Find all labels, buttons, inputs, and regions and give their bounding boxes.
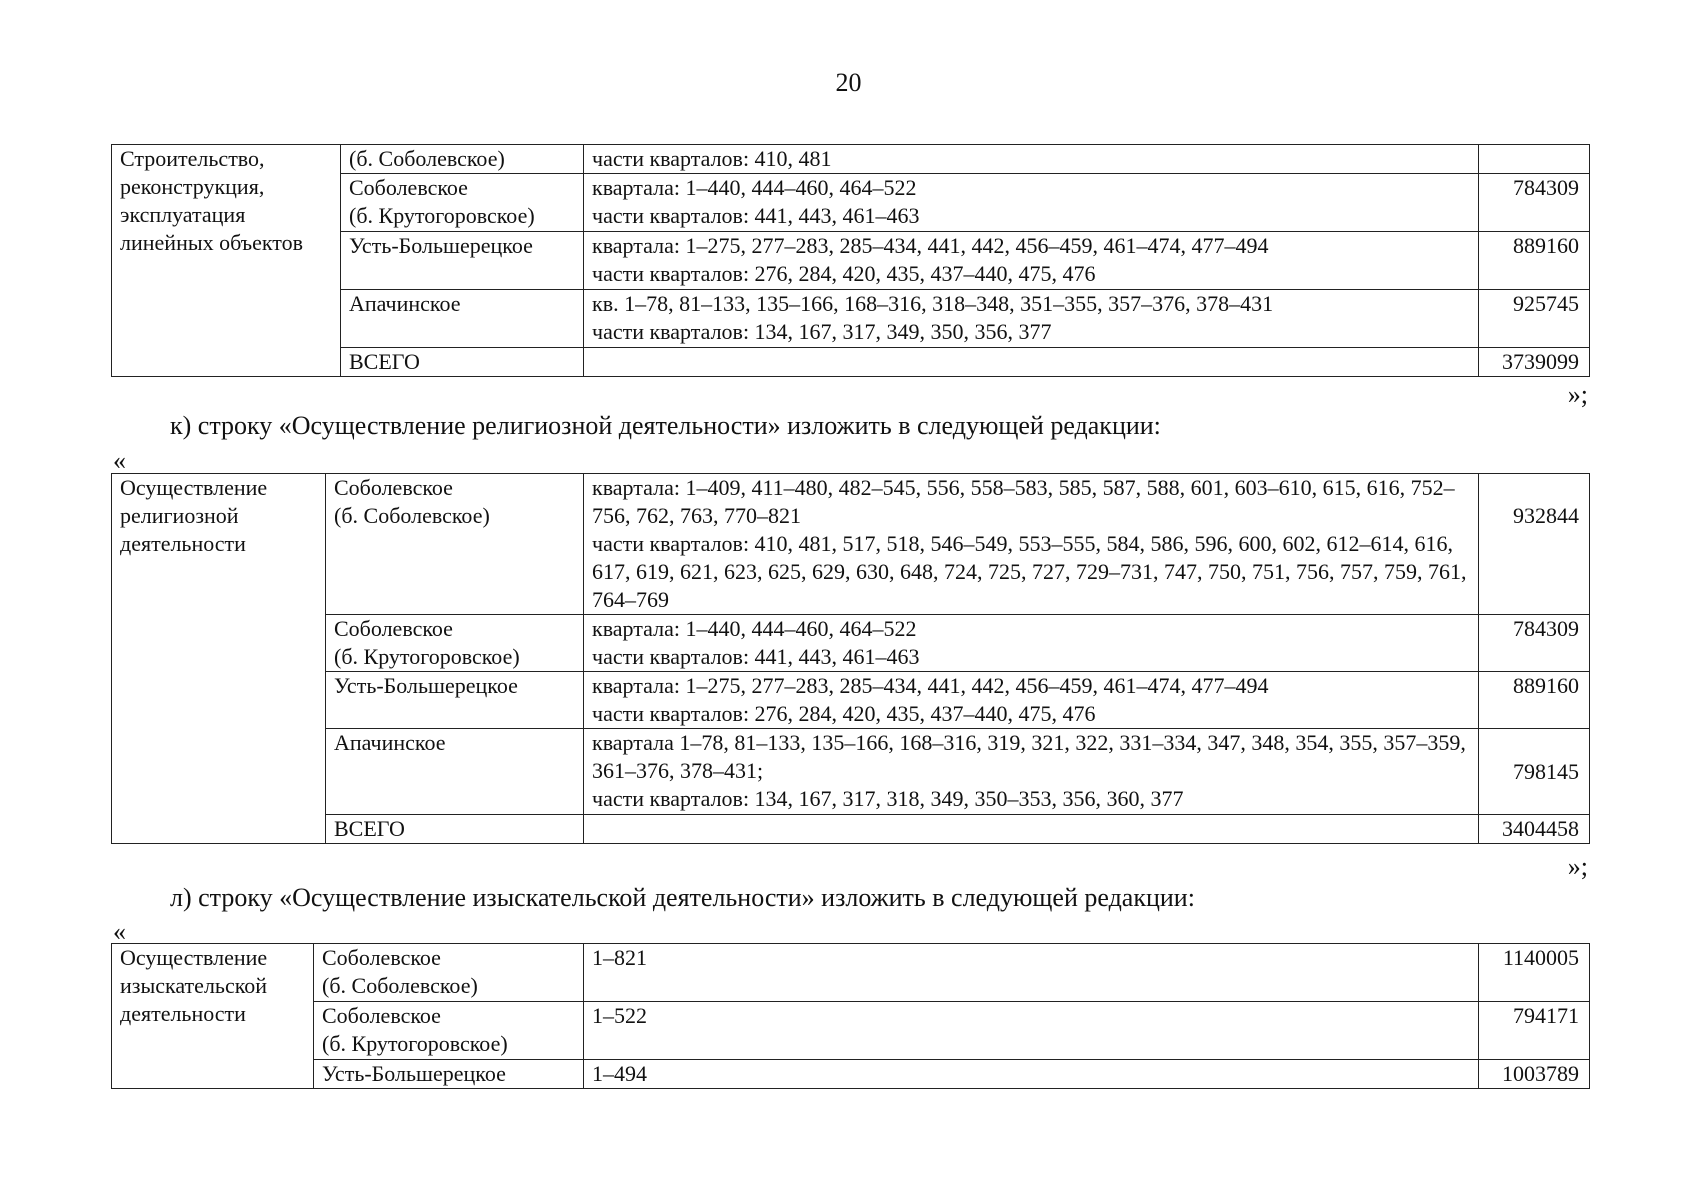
opening-quote: « [113,446,126,475]
quarters-cell: 1–522 [584,1002,1479,1060]
area-cell: 784309 [1479,615,1590,672]
table-total-row [112,815,1590,844]
area-cell: 784309 [1479,174,1590,232]
table-linear-objects [111,144,1590,377]
area-cell: 1003789 [1479,1060,1590,1089]
quarters-cell: 1–821 [584,944,1479,1002]
forestry-cell: Соболевское (б. Соболевское) [314,944,584,1002]
quarters-cell: квартала: 1–275, 277–283, 285–434, 441, 442, 456–459, 461–474, 477–494 части кварталов: 276, 284, 420, 435, 437–440, 475, 476 [584,672,1479,729]
quarters-cell: квартала 1–78, 81–133, 135–166, 168–316, 319, 321, 322, 331–334, 347, 348, 354, 355, 357–359, 361–376, 378–431; части кварталов: 134, 167, 317, 318, 349, 350–353, 356, 360, 377 [584,729,1479,815]
table-row [112,729,1590,815]
table-row [112,944,1590,1002]
category-cell: Строительство, реконструкция, эксплуатация линейных объектов [112,145,341,377]
table-row [112,1002,1590,1060]
forestry-cell: Апачинское [341,290,584,348]
area-cell: 798145 [1479,729,1590,815]
total-value: 3739099 [1479,348,1590,377]
area-cell: 889160 [1479,672,1590,729]
page-number: 20 [835,68,862,97]
area-cell: 889160 [1479,232,1590,290]
quarters-cell: квартала: 1–440, 444–460, 464–522 части кварталов: 441, 443, 461–463 [584,615,1479,672]
table-row [112,672,1590,729]
total-value: 3404458 [1479,815,1590,844]
quarters-cell: квартала: 1–275, 277–283, 285–434, 441, 442, 456–459, 461–474, 477–494 части кварталов: 276, 284, 420, 435, 437–440, 475, 476 [584,232,1479,290]
forestry-cell: Соболевское (б. Крутогоровское) [326,615,584,672]
forestry-cell: (б. Соболевское) [341,145,584,174]
area-cell: 794171 [1479,1002,1590,1060]
area-cell: 925745 [1479,290,1590,348]
area-cell [1479,145,1590,174]
instruction-l: л) строку «Осуществление изыскательской деятельности» изложить в следующей редакции: [170,883,1195,912]
closing-quote: »; [1567,852,1588,881]
forestry-cell: Апачинское [326,729,584,815]
category-cell: Осуществление религиозной деятельности [112,474,326,844]
forestry-cell: Соболевское (б. Соболевское) [326,474,584,615]
opening-quote: « [113,917,126,946]
forestry-cell: Усть-Большерецкое [341,232,584,290]
table-row [112,474,1590,615]
forestry-cell: Усть-Большерецкое [326,672,584,729]
category-cell: Осуществление изыскательской деятельности [112,944,314,1089]
quarters-cell: квартала: 1–440, 444–460, 464–522 части кварталов: 441, 443, 461–463 [584,174,1479,232]
total-label: ВСЕГО [326,815,584,844]
table-religious-activity [111,473,1590,844]
quarters-cell: квартала: 1–409, 411–480, 482–545, 556, 558–583, 585, 587, 588, 601, 603–610, 615, 616, 752–756, 762, 763, 770–821 части кварталов: 410, 481, 517, 518, 546–549, 553–555, 584, 586, 596, 600, 602, 612–614, 616, 617, 619, 621, 623, 625, 629, 630, 648, 724, 725, 727, 729–731, 747, 750, 751, 756, 757, 759, 761, 764–769 [584,474,1479,615]
quarters-cell: кв. 1–78, 81–133, 135–166, 168–316, 318–348, 351–355, 357–376, 378–431 части кварталов: 134, 167, 317, 349, 350, 356, 377 [584,290,1479,348]
forestry-cell: Соболевское (б. Крутогоровское) [341,174,584,232]
area-cell: 1140005 [1479,944,1590,1002]
total-label: ВСЕГО [341,348,584,377]
area-cell: 932844 [1479,474,1590,615]
closing-quote: »; [1567,380,1588,409]
empty-cell [584,815,1479,844]
forestry-cell: Усть-Большерецкое [314,1060,584,1089]
table-row [112,145,1590,174]
quarters-cell: части кварталов: 410, 481 [584,145,1479,174]
table-row [112,615,1590,672]
instruction-k: к) строку «Осуществление религиозной деятельности» изложить в следующей редакции: [170,411,1161,440]
quarters-cell: 1–494 [584,1060,1479,1089]
empty-cell [584,348,1479,377]
table-survey-activity [111,943,1590,1089]
table-row [112,1060,1590,1089]
forestry-cell: Соболевское (б. Крутогоровское) [314,1002,584,1060]
